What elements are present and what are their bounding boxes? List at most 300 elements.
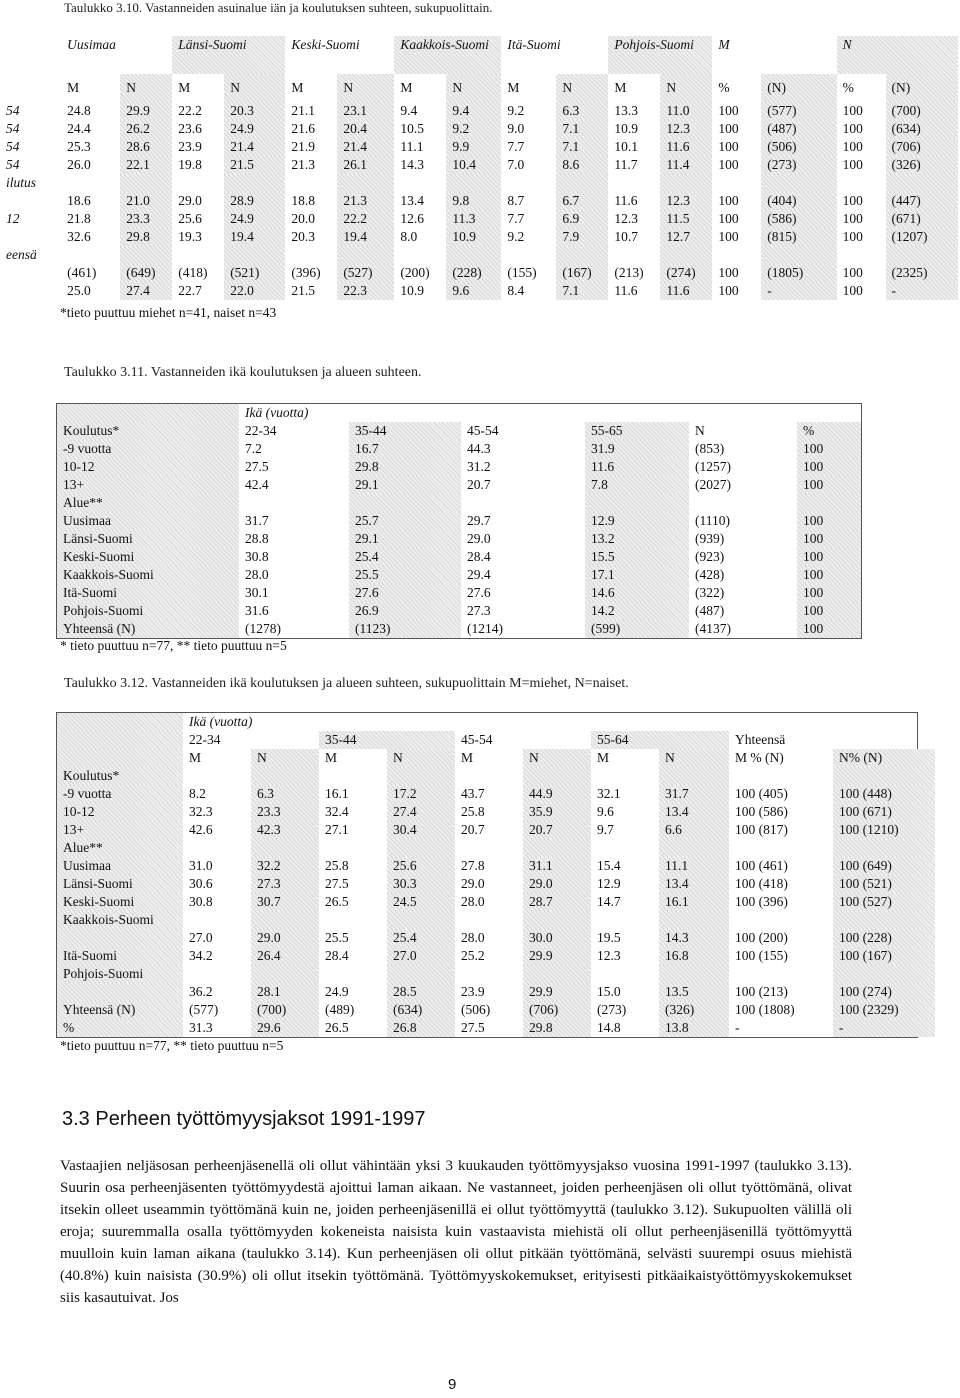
table-cell: Uusimaa — [57, 512, 239, 530]
table-cell: 54 — [6, 103, 20, 118]
table-cell — [729, 839, 833, 857]
table-row — [57, 548, 861, 566]
table-cell — [57, 713, 183, 731]
table3-age-head — [57, 731, 935, 749]
table-cell: 20.7 — [523, 821, 591, 839]
table-cell: 21.5 — [224, 156, 285, 174]
table-cell: 32.6 — [67, 229, 91, 244]
table-cell — [183, 839, 251, 857]
table-cell: 31.3 — [189, 1020, 213, 1035]
table-row — [57, 839, 935, 857]
table-cell: Kaakkois-Suomi — [57, 911, 183, 929]
table-cell: 12.7 — [660, 228, 712, 246]
table-cell: 27.0 — [387, 947, 455, 965]
table-cell — [120, 174, 172, 192]
table-cell: Kaakkois-Suomi — [394, 36, 501, 74]
table-cell: 16.8 — [659, 947, 729, 965]
table-cell: Itä-Suomi — [57, 584, 239, 602]
table-cell: 7.1 — [556, 138, 608, 156]
table-cell — [660, 246, 712, 264]
table-cell: 100 (2329) — [833, 1001, 935, 1019]
table-cell: 19.8 — [178, 157, 202, 172]
table-cell: (700) — [251, 1001, 319, 1019]
table-cell: 23.9 — [461, 984, 485, 999]
table-cell: 14.3 — [659, 929, 729, 947]
table-cell: 100 — [797, 566, 861, 584]
table-cell: (447) — [886, 192, 958, 210]
table-cell: 9.9 — [446, 138, 501, 156]
table-cell: 100 — [718, 157, 739, 172]
table-cell: (1257) — [695, 459, 731, 474]
table-cell: M — [400, 80, 413, 95]
table-cell — [319, 767, 387, 785]
table-cell: 100 — [842, 193, 863, 208]
table-cell — [349, 494, 461, 512]
table-cell: 8.6 — [556, 156, 608, 174]
table-cell: Keski-Suomi — [291, 37, 360, 52]
table-cell: Itä-Suomi — [507, 37, 561, 52]
table-cell: 100 — [797, 440, 861, 458]
table-cell: Ikä (vuotta) — [245, 405, 309, 420]
table-cell: N — [523, 749, 591, 767]
table-cell: (706) — [523, 1001, 591, 1019]
table-cell: 42.3 — [251, 821, 319, 839]
table-cell: 100 — [718, 211, 739, 226]
table-cell: 29.0 — [178, 193, 202, 208]
page-number: 9 — [448, 1376, 457, 1393]
table-cell — [387, 965, 455, 983]
table-cell — [285, 246, 337, 264]
table-cell: 28.1 — [251, 983, 319, 1001]
table-row — [57, 947, 935, 965]
table-row — [57, 620, 861, 638]
table-row — [57, 494, 861, 512]
table-cell: 19.3 — [178, 229, 202, 244]
table-row — [57, 929, 935, 947]
table-cell: 7.8 — [585, 476, 689, 494]
table-cell: 100 (448) — [833, 785, 935, 803]
table-cell — [689, 494, 797, 512]
table-cell: (586) — [761, 210, 836, 228]
table-cell: Pohjois-Suomi — [57, 965, 183, 983]
table-cell: 20.7 — [461, 822, 485, 837]
table-cell: 30.4 — [387, 821, 455, 839]
table-cell: 29.8 — [349, 458, 461, 476]
table-cell — [659, 965, 729, 983]
table-cell: 30.6 — [189, 876, 213, 891]
table-cell — [729, 965, 833, 983]
table-cell — [660, 174, 712, 192]
table-cell: 29.1 — [349, 530, 461, 548]
table-cell: 31.7 — [245, 513, 269, 528]
table-cell: 31.9 — [585, 440, 689, 458]
table-cell: Länsi-Suomi — [57, 875, 183, 893]
table-cell: 100 (274) — [833, 983, 935, 1001]
table-row — [57, 566, 861, 584]
table-cell — [523, 965, 591, 983]
table-cell: 100 (817) — [735, 822, 788, 837]
table-cell: 10.5 — [400, 121, 424, 136]
table-cell — [57, 983, 183, 1001]
table-cell: 26.2 — [120, 120, 172, 138]
table-cell: (2027) — [695, 477, 731, 492]
table-cell: 11.6 — [585, 458, 689, 476]
table-cell: 35-44 — [349, 422, 461, 440]
table-cell: 9.2 — [507, 229, 525, 244]
table-cell — [337, 246, 394, 264]
table-row — [57, 512, 861, 530]
table-cell: 12 — [6, 211, 20, 226]
table-cell: 19.4 — [224, 228, 285, 246]
table-cell: 27.6 — [349, 584, 461, 602]
table-cell: N — [659, 749, 729, 767]
table-cell — [387, 911, 455, 929]
table-cell: 100 — [797, 476, 861, 494]
table-cell: 29.4 — [467, 567, 491, 582]
table-cell: 36.2 — [189, 984, 213, 999]
table-cell: 100 — [797, 620, 861, 638]
table-cell: 10.9 — [446, 228, 501, 246]
table-cell: (273) — [597, 1002, 627, 1017]
table-cell: 100 — [797, 548, 861, 566]
table-cell: 6.9 — [556, 210, 608, 228]
table-cell: 8.0 — [400, 229, 418, 244]
table-cell: (1207) — [886, 228, 958, 246]
table-cell: 29.9 — [120, 102, 172, 120]
table-cell: 55-64 — [591, 731, 729, 749]
table-cell: 11.6 — [660, 138, 712, 156]
table-cell: (4137) — [695, 621, 731, 636]
table-row — [57, 875, 935, 893]
table-cell — [659, 767, 729, 785]
table-cell: 100 — [842, 103, 863, 118]
table-cell: 26.8 — [387, 1019, 455, 1037]
body-paragraph: Vastaajien neljäsosan perheenjäsenellä oli ollut vähintään yksi 3 kuukauden työttömyysjakso vuosina 1991-1997 (taulukko 3.13). Suurin osa perheenjäsenten työttömyydestä ajoittui laman aikaan. Ne vastanneet, joiden perheenjäsen oli ollut työttömänä, olivat itsekin olleet useammin työttömänä kuin ne, joiden perheenjäsenillä ei ollut työttömyyttä (taulukko 3.12). Sukupuolten välillä oli eroja; suuremmalla osalla työttömyyden kokeneista naisista kuin vastaavista miehistä oli ollut perheenjäsenillä työttömyyttä muulloin kuin laman aikana (taulukko 3.14). Kun perheenjäsen oli ollut pitkään työttömänä, selvästi suurempi osuus miehistä (40.8%) kuin naisista (30.9%) oli ollut itsekin työttömänä. Työttömyyskokemukset, erityisesti pitkäaikaistyöttömyyskokemukset siis kasautuivat. Jos — [60, 1158, 852, 1306]
table-cell: (706) — [886, 138, 958, 156]
table-cell: 23.6 — [178, 121, 202, 136]
table-cell — [285, 174, 337, 192]
table-cell — [57, 731, 183, 749]
table-cell: % — [57, 1019, 183, 1037]
table-cell: N — [837, 36, 958, 74]
table-cell: 11.6 — [660, 282, 712, 300]
table-cell: 9.6 — [597, 804, 614, 819]
table-cell: 9.4 — [400, 103, 418, 118]
table-cell: 25.5 — [349, 566, 461, 584]
table-cell: 14.8 — [597, 1020, 621, 1035]
table-cell: 16.7 — [349, 440, 461, 458]
table-cell: M — [597, 750, 610, 765]
table-cell: 100 — [842, 139, 863, 154]
table-cell: 11.6 — [614, 193, 638, 208]
table-cell — [729, 767, 833, 785]
table-cell: 11.1 — [400, 139, 424, 154]
table-cell: 100 — [718, 139, 739, 154]
table-cell: 24.9 — [224, 120, 285, 138]
table-cell: 15.5 — [585, 548, 689, 566]
table-cell — [446, 246, 501, 264]
table-cell: 32.1 — [597, 786, 621, 801]
table-cell — [0, 282, 61, 300]
table-cell: 18.6 — [67, 193, 91, 208]
table-cell: 25.0 — [67, 283, 91, 298]
table-cell: M — [189, 750, 202, 765]
table-cell: 22.2 — [337, 210, 394, 228]
table-cell: 100 (155) — [735, 948, 788, 963]
table-cell: 21.3 — [291, 157, 315, 172]
table-cell — [591, 767, 659, 785]
table-cell: 13.4 — [400, 193, 424, 208]
table-cell: 26.4 — [251, 947, 319, 965]
table-cell: 10.9 — [614, 121, 638, 136]
table-cell: 27.8 — [461, 858, 485, 873]
table-cell: Yhteensä (N) — [57, 1001, 183, 1019]
table-cell: Länsi-Suomi — [172, 36, 285, 74]
table1 — [0, 36, 958, 300]
table-cell: 14.6 — [585, 584, 689, 602]
table3 — [56, 712, 918, 1038]
table-row — [0, 156, 958, 174]
table-cell: 43.7 — [461, 786, 485, 801]
table-cell: M % (N) — [735, 750, 784, 765]
table-cell: M — [291, 80, 304, 95]
table-cell — [319, 839, 387, 857]
table-cell: 20.7 — [467, 477, 491, 492]
table-cell: 25.7 — [349, 512, 461, 530]
table-cell: M — [718, 37, 730, 52]
table-cell — [591, 839, 659, 857]
table-cell: eensä — [6, 247, 37, 262]
table-row — [57, 893, 935, 911]
table-cell: 100 (586) — [735, 804, 788, 819]
table-cell: 10.4 — [446, 156, 501, 174]
table-cell: (274) — [660, 264, 712, 282]
table-cell: 21.1 — [291, 103, 315, 118]
table-cell: 32.4 — [325, 804, 349, 819]
table-cell: 28.7 — [523, 893, 591, 911]
table-cell: 32.3 — [189, 804, 213, 819]
table3-group-head — [57, 713, 935, 731]
table-cell: Keski-Suomi — [57, 548, 239, 566]
table-cell: 24.8 — [67, 103, 91, 118]
table-cell: 22.0 — [224, 282, 285, 300]
table-cell: 24.9 — [224, 210, 285, 228]
table-cell: 100 — [842, 121, 863, 136]
table-cell — [591, 965, 659, 983]
table-row — [57, 1001, 935, 1019]
table-row — [57, 983, 935, 1001]
table-cell: 100 (200) — [735, 930, 788, 945]
table-cell: 13.4 — [659, 875, 729, 893]
table-cell — [501, 246, 556, 264]
table-cell — [183, 965, 251, 983]
table-cell: 100 (671) — [833, 803, 935, 821]
table-cell: 100 — [797, 530, 861, 548]
table-row — [57, 458, 861, 476]
table-cell: 29.0 — [251, 929, 319, 947]
table-cell: 29.8 — [120, 228, 172, 246]
table-row — [0, 210, 958, 228]
table-row — [0, 228, 958, 246]
table-cell: % — [718, 80, 730, 95]
table-cell: 25.4 — [387, 929, 455, 947]
table-cell: 10.7 — [614, 229, 638, 244]
table-cell — [239, 494, 349, 512]
table-cell: 22.2 — [178, 103, 202, 118]
table-cell: 22-34 — [245, 423, 277, 438]
table-cell: 21.0 — [120, 192, 172, 210]
table-cell: 13.3 — [614, 103, 638, 118]
table-cell: 100 — [718, 121, 739, 136]
table-cell — [0, 192, 61, 210]
table1-caption: Taulukko 3.10. Vastanneiden asuinalue iän ja koulutuksen suhteen, sukupuolittain. — [64, 0, 493, 15]
table-row — [57, 821, 935, 839]
table2-group-head — [57, 404, 861, 422]
table-cell: - — [833, 1019, 935, 1037]
table-cell: 28.8 — [245, 531, 269, 546]
table-cell: 100 — [797, 512, 861, 530]
table-cell: 7.0 — [507, 157, 525, 172]
table-cell — [761, 174, 836, 192]
table-cell: (489) — [325, 1002, 355, 1017]
table-cell: - — [761, 282, 836, 300]
table-cell: (939) — [695, 531, 725, 546]
table-cell — [833, 965, 935, 983]
table-cell: 100 — [718, 193, 739, 208]
table-cell: 14.3 — [400, 157, 424, 172]
table-cell — [833, 839, 935, 857]
table-cell: 13.2 — [585, 530, 689, 548]
table-cell: Pohjois-Suomi — [57, 602, 239, 620]
table-row — [0, 246, 958, 264]
table-cell: (326) — [659, 1001, 729, 1019]
table-cell — [455, 911, 523, 929]
table-cell: 54 — [6, 139, 20, 154]
table-cell: 25.8 — [461, 804, 485, 819]
table-cell: 29.1 — [349, 476, 461, 494]
table-cell: 100 — [797, 584, 861, 602]
table-cell: Alue** — [57, 494, 239, 512]
table-cell: 29.7 — [467, 513, 491, 528]
table-cell: 20.0 — [291, 211, 315, 226]
table-cell: 7.7 — [507, 211, 525, 226]
table-cell: (923) — [695, 549, 725, 564]
table-cell: 11.1 — [659, 857, 729, 875]
table-cell: 21.8 — [67, 211, 91, 226]
table-cell: (527) — [337, 264, 394, 282]
table-cell — [0, 36, 61, 74]
table-cell: 13.4 — [659, 803, 729, 821]
table-cell — [57, 929, 183, 947]
table-cell — [886, 174, 958, 192]
table-cell: Kaakkois-Suomi — [57, 566, 239, 584]
section-body — [60, 1155, 852, 1309]
table-cell — [608, 174, 660, 192]
table-row — [57, 476, 861, 494]
table-row — [57, 530, 861, 548]
table-cell: N% (N) — [833, 749, 935, 767]
table-cell: (1123) — [349, 620, 461, 638]
table-cell: 27.5 — [325, 876, 349, 891]
table-cell — [797, 494, 861, 512]
table-cell: 27.0 — [189, 930, 213, 945]
table-cell: N — [695, 423, 705, 438]
table-cell: 11.7 — [614, 157, 638, 172]
table-cell: 13+ — [57, 476, 239, 494]
table-cell: 25.4 — [349, 548, 461, 566]
table-cell — [394, 246, 446, 264]
table-cell: 27.4 — [120, 282, 172, 300]
table-cell: 16.1 — [325, 786, 349, 801]
table-cell: Pohjois-Suomi — [608, 36, 712, 74]
table-row — [0, 174, 958, 192]
table-cell: 14.7 — [597, 894, 621, 909]
table-cell: M — [178, 80, 191, 95]
table2-header-row — [57, 422, 861, 440]
table-cell: 28.4 — [467, 549, 491, 564]
table-cell: 11.5 — [660, 210, 712, 228]
table-cell: ilutus — [6, 175, 37, 190]
table-cell: (404) — [761, 192, 836, 210]
table-cell: 100 (461) — [735, 858, 788, 873]
table-cell: 42.4 — [245, 477, 269, 492]
table-cell: 27.4 — [387, 803, 455, 821]
table-cell: 100 — [718, 283, 739, 298]
table-cell: 35-44 — [319, 731, 455, 749]
table-cell: 100 — [842, 229, 863, 244]
table-cell — [833, 767, 935, 785]
table-cell: 30.8 — [245, 549, 269, 564]
table-cell: 100 (649) — [833, 857, 935, 875]
table-cell: 22.1 — [120, 156, 172, 174]
table3-caption: Taulukko 3.12. Vastanneiden ikä koulutuksen ja alueen suhteen, sukupuolittain M=miehet, N=naiset. — [64, 676, 629, 691]
table-cell: Koulutus* — [57, 422, 239, 440]
table-cell — [251, 839, 319, 857]
table-cell: 34.2 — [189, 948, 213, 963]
table-cell: 7.1 — [556, 282, 608, 300]
table-cell — [251, 911, 319, 929]
table-cell — [556, 246, 608, 264]
table-cell: 25.3 — [67, 139, 91, 154]
table-cell: 28.0 — [245, 567, 269, 582]
table-cell: 8.4 — [507, 283, 525, 298]
table-cell: 12.9 — [597, 876, 621, 891]
table-cell: N — [337, 74, 394, 102]
table-cell: 9.4 — [446, 102, 501, 120]
table-cell: 31.7 — [659, 785, 729, 803]
table-cell: 21.6 — [291, 121, 315, 136]
table-cell: M — [614, 80, 627, 95]
table-row — [57, 1019, 935, 1037]
table-cell: 30.0 — [523, 929, 591, 947]
table-cell: 9.2 — [507, 103, 525, 118]
table-cell: N — [446, 74, 501, 102]
table-cell: (396) — [291, 265, 321, 280]
table-cell: 10-12 — [57, 803, 183, 821]
table-row — [57, 785, 935, 803]
table-cell: 45-54 — [467, 423, 499, 438]
table-cell: 24.4 — [67, 121, 91, 136]
table1-header-row — [0, 36, 958, 74]
table-cell — [712, 174, 761, 192]
table-cell: (461) — [67, 265, 97, 280]
table-cell: 44.9 — [523, 785, 591, 803]
table-cell: (167) — [556, 264, 608, 282]
table-cell — [251, 965, 319, 983]
table-cell: % — [842, 80, 854, 95]
table2 — [56, 403, 862, 639]
table-cell: Yhteensä (N) — [57, 620, 239, 638]
